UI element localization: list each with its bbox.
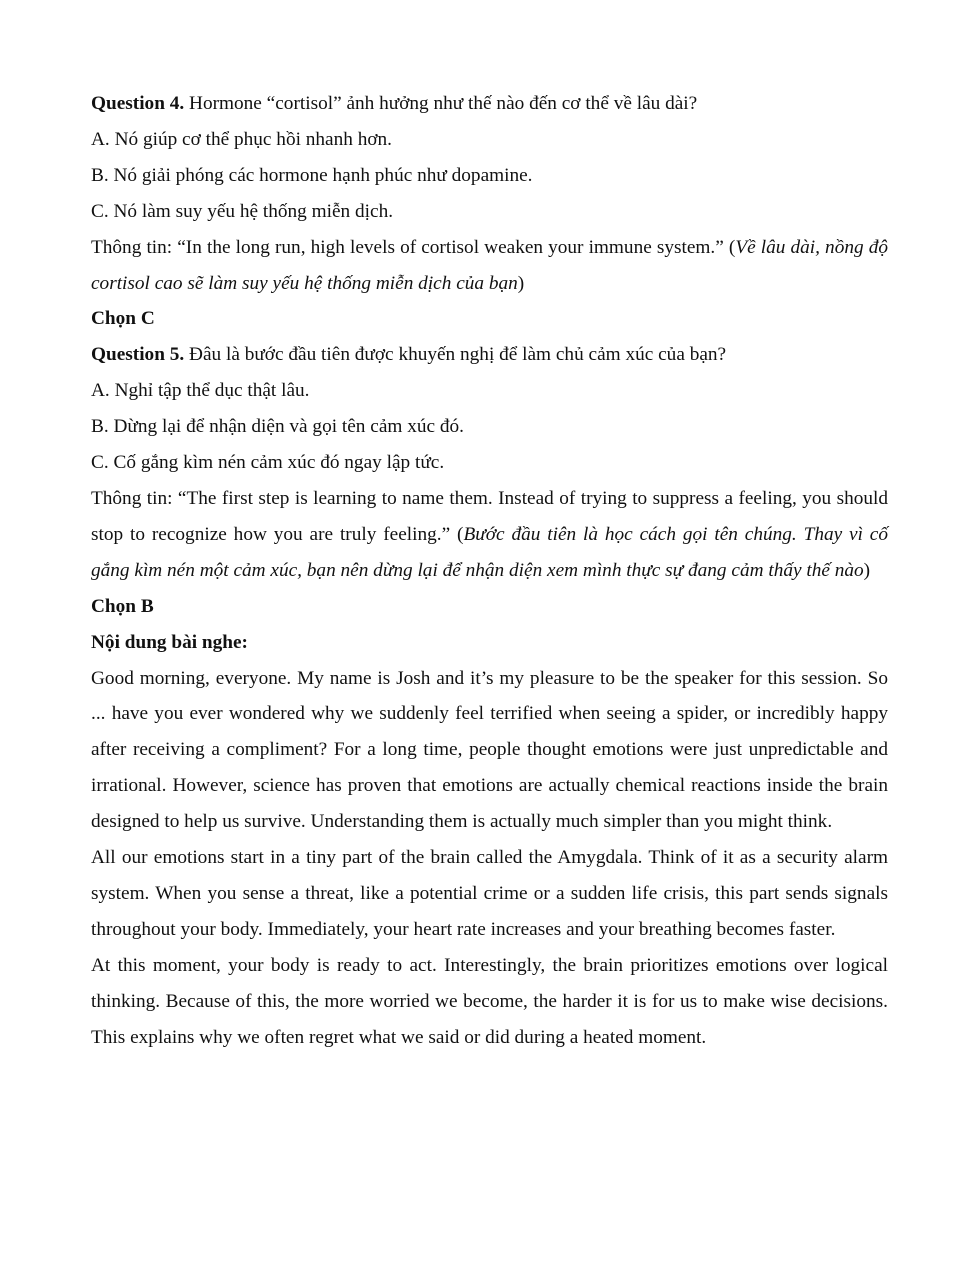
- question-5-info: [91, 481, 888, 589]
- question-4-label: Question 4.: [91, 93, 185, 114]
- question-5-option-b: B. Dừng lại để nhận diện và gọi tên cảm xúc đó.: [91, 416, 464, 438]
- question-5-answer: [91, 589, 888, 625]
- document-page: [91, 86, 888, 1055]
- question-5-answer-text: Chọn B: [91, 595, 154, 617]
- transcript-heading: [91, 625, 888, 661]
- question-4-info-close: ): [517, 272, 525, 294]
- question-5-info-close: ): [863, 559, 871, 581]
- question-4-info-translation: Về lâu dài, nồng độ cortisol cao sẽ làm suy yếu hệ thống miễn dịch của bạn: [91, 236, 888, 294]
- question-4-answer: [91, 301, 888, 337]
- question-4-text: Hormone “cortisol” ảnh hưởng như thế nào đến cơ thể về lâu dài?: [184, 93, 698, 114]
- question-5-info-translation: Bước đầu tiên là học cách gọi tên chúng. Thay vì cố gắng kìm nén một cảm xúc, bạn nên dừng lại để nhận diện xem mình thực sự đang cảm thấy thế nào: [91, 523, 889, 581]
- question-4-option-a: A. Nó giúp cơ thể phục hồi nhanh hơn.: [91, 128, 392, 150]
- question-5-option-c: C. Cố gắng kìm nén cảm xúc đó ngay lập tức.: [91, 452, 445, 474]
- question-4-answer-text: Chọn C: [91, 308, 155, 330]
- question-4-info-text: Thông tin: “In the long run, high levels of cortisol weaken your immune system.” (: [91, 236, 736, 258]
- question-4: [91, 86, 888, 122]
- question-5-option-a: A. Nghỉ tập thể dục thật lâu.: [91, 380, 310, 402]
- question-5-info-text: Thông tin: “The first step is learning to name them. Instead of trying to suppress a feeling, you should stop to recognize how you are truly feeling.” (: [91, 487, 888, 545]
- question-4-option-b: B. Nó giải phóng các hormone hạnh phúc như dopamine.: [91, 164, 533, 186]
- question-5-text: Đâu là bước đầu tiên được khuyến nghị để làm chủ cảm xúc của bạn?: [184, 344, 727, 366]
- transcript-paragraph: All our emotions start in a tiny part of the brain called the Amygdala. Think of it as a security alarm system. When you sense a threat, like a potential crime or a sudden life crisis, this part sends signals throughout your body. Immediately, your heart rate increases and your breathing becomes faster.: [91, 847, 888, 940]
- question-4-info: [91, 230, 888, 302]
- question-5: [91, 337, 888, 373]
- transcript-heading-text: Nội dung bài nghe:: [91, 631, 248, 653]
- question-4-option-c: C. Nó làm suy yếu hệ thống miễn dịch.: [91, 200, 394, 222]
- transcript-paragraph: At this moment, your body is ready to act. Interestingly, the brain prioritizes emotions over logical thinking. Because of this, the more worried we become, the harder it is for us to make wise decisions. This explains why we often regret what we said or did during a heated moment.: [91, 954, 888, 1048]
- question-5-label: Question 5.: [91, 344, 185, 366]
- transcript-paragraph: Good morning, everyone. My name is Josh and it’s my pleasure to be the speaker for this session. So ... have you ever wondered why we suddenly feel terrified when seeing a spider, or incredibly happy after receiving a compliment? For a long time, people thought emotions were just unpredictable and irrational. However, science has proven that emotions are actually chemical reactions inside the brain designed to help us survive. Understanding them is actually much simpler than you might think.: [91, 667, 888, 833]
